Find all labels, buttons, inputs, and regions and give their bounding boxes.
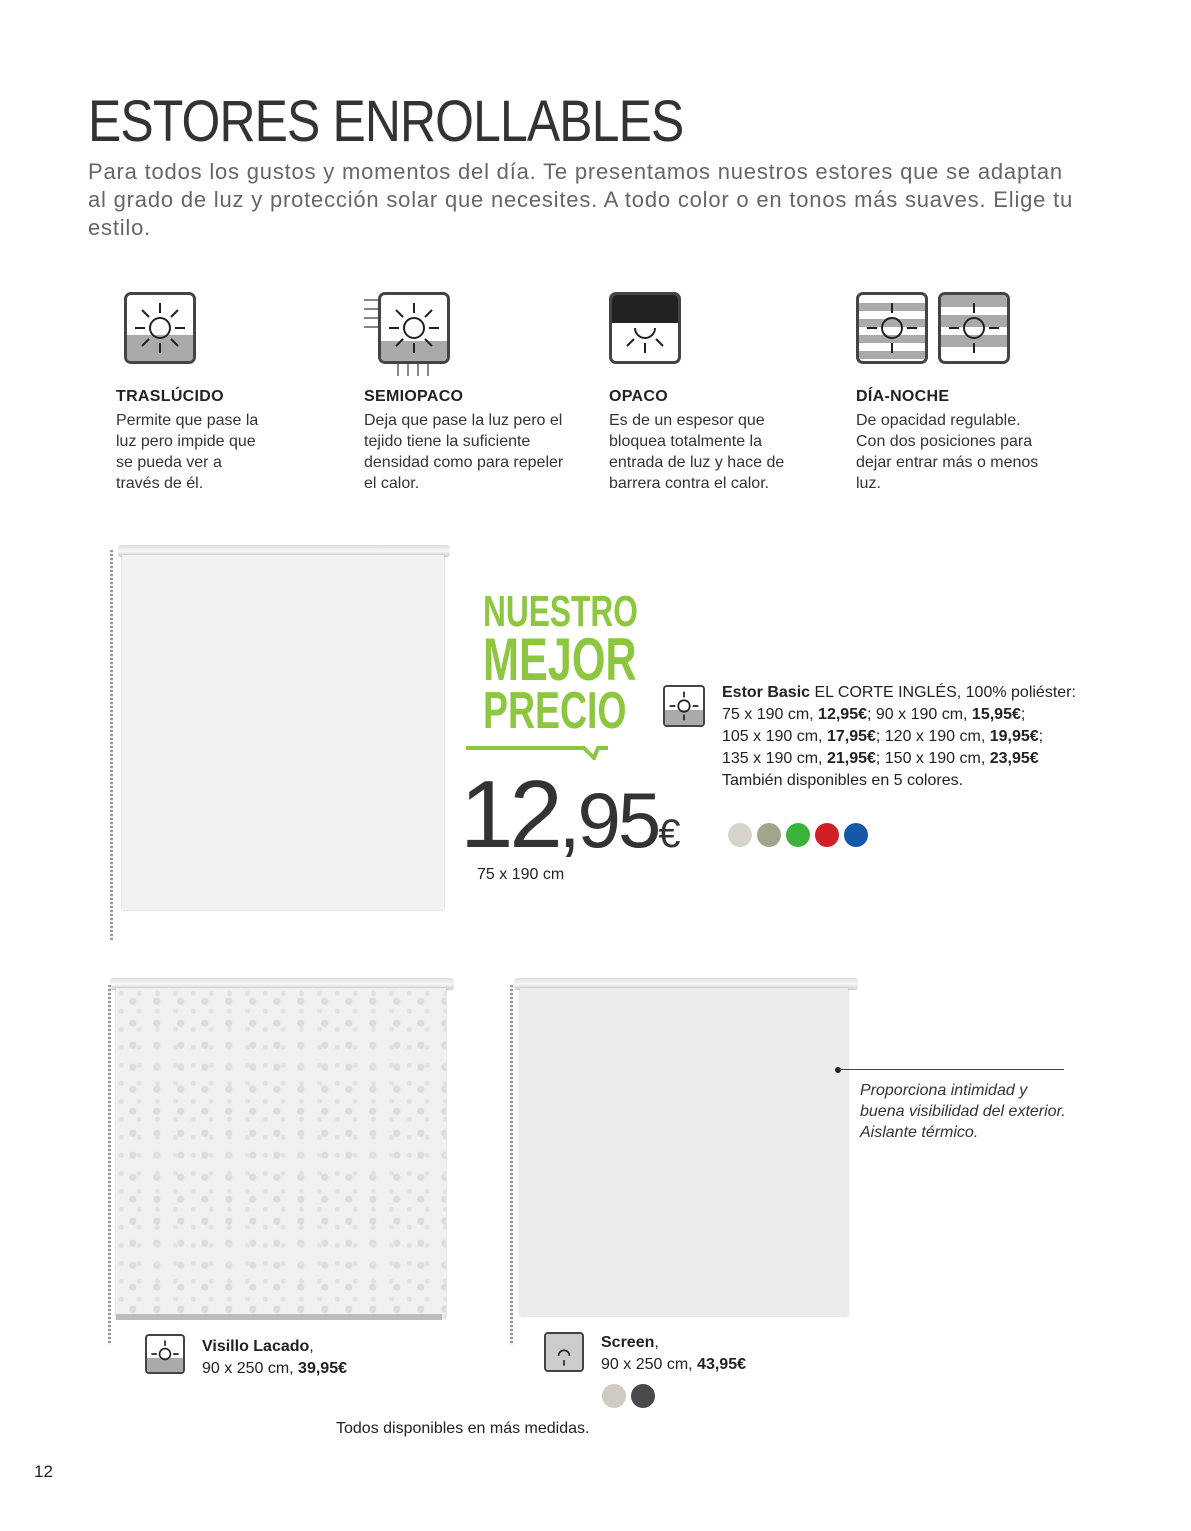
swatch-red[interactable]	[815, 823, 839, 847]
swatch-beige[interactable]	[728, 823, 752, 847]
day-night-sun-icon	[856, 292, 928, 364]
screen-info: Screen, 90 x 250 cm, 43,95€	[601, 1334, 746, 1373]
swatch-green[interactable]	[786, 823, 810, 847]
price-integer: 12	[460, 761, 559, 868]
price: 17,95€	[826, 728, 876, 745]
price: 12,95€	[818, 706, 867, 723]
swatch-olive[interactable]	[757, 823, 781, 847]
price: 15,95€	[971, 706, 1021, 723]
promo-price	[460, 760, 680, 870]
feature-title: OPACO	[609, 388, 668, 405]
translucent-sun-icon	[124, 292, 196, 364]
feature-title: SEMIOPACO	[364, 388, 464, 405]
translucent-sun-icon	[663, 685, 705, 727]
colors-note: También disponibles en 5 colores.	[722, 772, 964, 789]
feature-translucido	[116, 388, 266, 494]
visillo-lacado-blind-image	[116, 988, 446, 1318]
callout-dot	[835, 1067, 841, 1073]
feature-desc: De opacidad regulable. Con dos posiciones para dejar entrar más o menos luz.	[856, 412, 1039, 492]
screen-callout: Proporciona intimidad y buena visibilidad del exterior. Aislante térmico.	[860, 1082, 1066, 1141]
size: 135 x 190 cm,	[722, 750, 827, 767]
screen-blind-image	[520, 988, 848, 1316]
price-decimal: ,95	[558, 776, 659, 864]
blind-bottom-bar	[116, 1314, 442, 1320]
translucent-sun-icon	[145, 1334, 185, 1374]
callout-line	[838, 1069, 1064, 1070]
estor-basic-blind-image	[122, 555, 444, 910]
price: 39,95€	[298, 1360, 347, 1377]
semi-opaque-sun-icon	[544, 1332, 584, 1372]
price: 19,95€	[989, 728, 1039, 745]
availability-note: Todos disponibles en más medidas.	[336, 1420, 590, 1437]
best-price-badge	[462, 587, 638, 740]
feature-opaco	[609, 388, 809, 494]
size: 150 x 190 cm,	[884, 750, 990, 767]
swatch-graphite[interactable]	[631, 1384, 655, 1408]
product-brand: EL CORTE INGLÉS, 100% poliéster:	[814, 684, 1076, 701]
page-number: 12	[34, 1462, 53, 1481]
estor-basic-swatches	[728, 823, 873, 847]
size: 90 x 250 cm,	[202, 1360, 299, 1377]
size: 90 x 190 cm,	[875, 706, 972, 723]
feature-desc: Es de un espesor que bloquea totalmente la entrada de luz y hace de barrera contra el calor.	[609, 412, 785, 492]
price: 21,95€	[826, 750, 876, 767]
blind-chain	[108, 985, 111, 1345]
price: 43,95€	[697, 1356, 746, 1373]
blind-chain	[510, 985, 513, 1345]
promo-line3: PRECIO	[483, 681, 627, 740]
feature-desc: Permite que pase la luz pero impide que se pueda ver a través de él.	[116, 412, 259, 492]
feature-semiopaco	[364, 388, 569, 494]
visillo-info: Visillo Lacado, 90 x 250 cm, 39,95€	[202, 1338, 347, 1377]
feature-title: TRASLÚCIDO	[116, 388, 224, 405]
day-night-sun-icon-2	[938, 292, 1010, 364]
swatch-sand[interactable]	[602, 1384, 626, 1408]
feature-desc: Deja que pase la luz pero el tejido tiene la suficiente densidad como para repeler el calor.	[364, 412, 564, 492]
semi-opaque-sun-icon	[378, 292, 450, 364]
heat-arrows-icon	[362, 294, 382, 334]
product-name: Screen	[601, 1334, 655, 1351]
speech-underline	[466, 742, 608, 760]
estor-basic-info: Estor Basic EL CORTE INGLÉS, 100% poliéster: 75 x 190 cm, 12,95€; 90 x 190 cm, 15,95€; 105 x 190 cm, 17,95€; 120 x 190 cm, 19,95€; 135 x 190 cm, 21,95€; 150 x 190 cm, 23,95€ También disponibles en 5 colores.	[722, 682, 1102, 792]
product-name: Estor Basic	[722, 684, 811, 701]
price-currency: €	[658, 812, 681, 856]
intro-text: Para todos los gustos y momentos del día. Te presentamos nuestros estores que se adaptan al grado de luz y protección solar que necesites. A todo color o en tonos más suaves. Elige tu estilo.	[88, 159, 1074, 240]
size: 75 x 190 cm,	[722, 706, 819, 723]
opaque-sun-icon	[609, 292, 681, 364]
feature-title: DÍA-NOCHE	[856, 388, 950, 405]
feature-dia-noche	[856, 388, 1046, 494]
size: 90 x 250 cm,	[601, 1356, 698, 1373]
price: 23,95€	[989, 750, 1039, 767]
down-arrows-icon	[392, 364, 438, 380]
size: 120 x 190 cm,	[884, 728, 990, 745]
promo-line2: MEJOR	[483, 626, 637, 694]
swatch-blue[interactable]	[844, 823, 868, 847]
screen-swatches	[602, 1384, 660, 1408]
size: 105 x 190 cm,	[722, 728, 827, 745]
promo-size: 75 x 190 cm	[477, 866, 565, 883]
product-name: Visillo Lacado	[202, 1338, 310, 1355]
promo-line1: NUESTRO	[483, 587, 638, 636]
blind-chain	[110, 550, 113, 940]
page-title: ESTORES ENROLLABLES	[88, 89, 684, 154]
